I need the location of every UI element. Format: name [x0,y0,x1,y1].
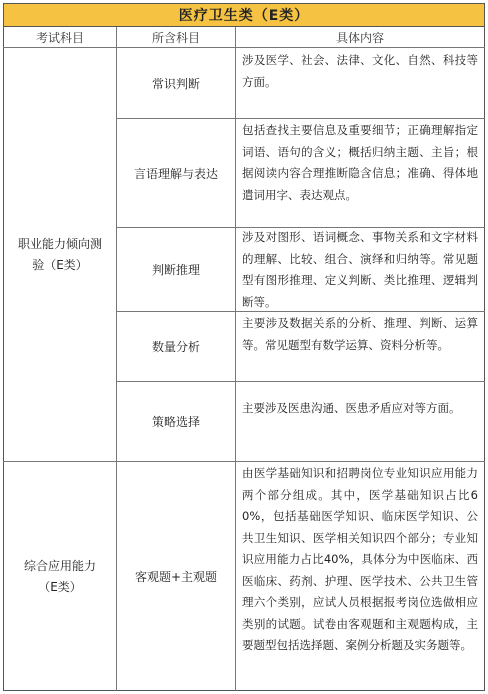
content-cell: 包括查找主要信息及重要细节；正确理解指定词语、语句的含义；概括归纳主题、主旨；根据阅读内容合理推断隐含信息；准确、得体地遣词用字、表达观点。 [242,123,478,202]
content-cell: 由医学基础知识和招聘岗位专业知识应用能力两个部分组成。其中，医学基础知识占比60%，包括基础医学知识、临床医学知识、公共卫生知识、医学相关知识四个部分；专业知识应用能力占比40%，具体分为中医临床、西医临床、药剂、护理、医学技术、公共卫生管理六个类别，应试人员根据报考岗位选做相应类别的试题。试卷由客观题和主观题构成，主要题型包括选择题、案例分析题及实务题等。 [242,466,478,652]
header-sub-subject: 所含科目 [151,30,200,45]
sub-subject-cell: 常识判断 [151,76,200,91]
subject-name: 综合应用能力（E类） [23,558,96,594]
content-cell: 涉及对图形、语词概念、事物关系和文字材料的理解、比较、组合、演绎和归纳等。常见题型有图形推理、定义判断、类比推理、逻辑判断等。 [242,230,478,309]
header-content: 具体内容 [335,30,384,45]
table-title: 医疗卫生类（E类） [3,3,485,27]
subject-cell [4,48,116,461]
column-divider-2 [235,27,236,691]
sub-subject-cell: 判断推理 [151,263,200,277]
content-cell: 主要涉及数据关系的分析、推理、判断、运算等。常见题型有数学运算、资料分析等。 [242,316,478,352]
sub-subject-cell: 言语理解与表达 [133,166,218,181]
header-subject: 考试科目 [35,30,84,45]
sub-subject-cell: 策略选择 [151,415,200,429]
sub-subject-cell: 数量分析 [151,340,200,354]
content-cell: 涉及医学、社会、法律、文化、自然、科技等方面。 [242,53,478,89]
subject-name: 职业能力倾向测验（E类） [17,236,102,272]
content-cell: 主要涉及医患沟通、医患矛盾应对等方面。 [242,401,461,415]
subject-cell [4,462,116,691]
sub-subject-cell: 客观题+主观题 [134,570,218,584]
